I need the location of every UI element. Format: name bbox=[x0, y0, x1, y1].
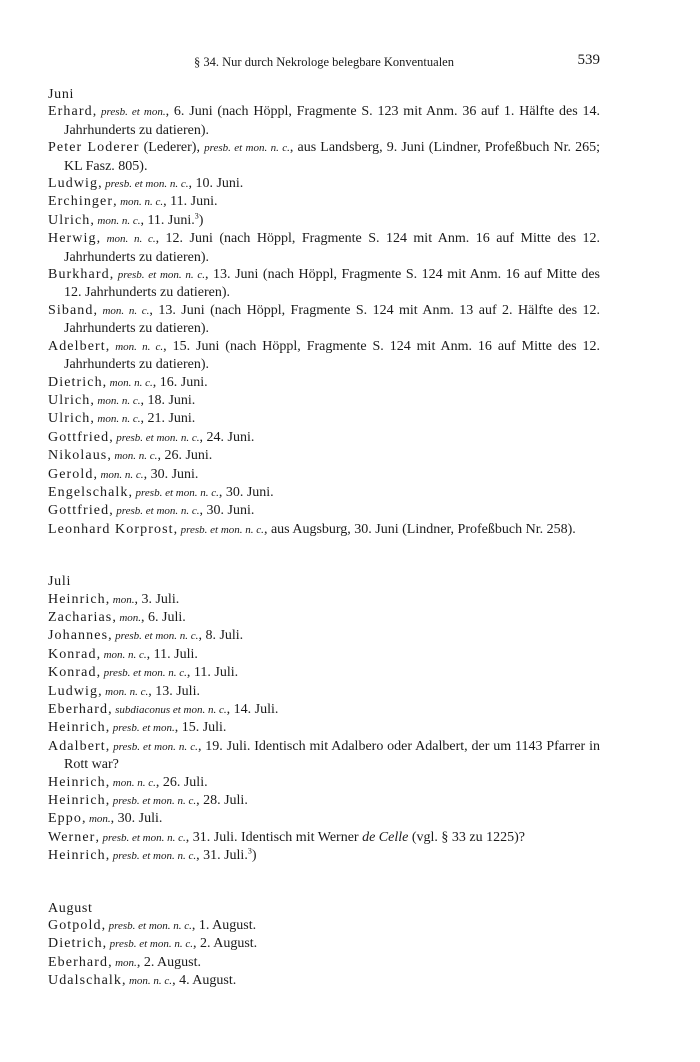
monk-name: Erhard bbox=[48, 104, 93, 120]
ordination-status: presb. et mon. n. c. bbox=[135, 486, 219, 499]
ordination-status: presb. et mon. n. c. bbox=[115, 630, 199, 643]
necrology-entry bbox=[48, 266, 600, 302]
monk-name: Ludwig bbox=[48, 176, 99, 192]
entry-text: , 31. Juli. bbox=[196, 848, 248, 864]
month-heading: August bbox=[48, 900, 93, 916]
entry-text: , bbox=[92, 104, 102, 120]
entry-text: , bbox=[105, 774, 113, 790]
entry-text: , bbox=[173, 521, 181, 537]
entry-text: , bbox=[93, 302, 103, 318]
entry-text: , bbox=[105, 848, 113, 864]
necrology-entry bbox=[48, 609, 600, 627]
entry-text: , bbox=[128, 484, 136, 500]
entry-text: , bbox=[96, 231, 107, 247]
monk-name: Burkhard bbox=[48, 267, 110, 283]
ordination-status: presb. et mon. bbox=[112, 722, 175, 735]
ordination-status: presb. et mon. n. c. bbox=[105, 178, 189, 191]
entry-text: , 2. August. bbox=[192, 936, 258, 952]
entry-text: , 2. August. bbox=[136, 954, 201, 970]
necrology-entry bbox=[48, 193, 600, 211]
ordination-status: mon. n. c. bbox=[102, 304, 150, 317]
monk-name: Erchinger bbox=[48, 194, 114, 210]
entry-text: , 13. Juni (nach Höppl, Fragmente S. 124 mit Anm. 13 auf 2. Hälfte des 12. Jahrhunderts zu datieren). bbox=[64, 302, 601, 337]
monk-name: Heinrich bbox=[48, 848, 106, 864]
entry-text: , bbox=[90, 392, 98, 408]
entry-text: , bbox=[102, 936, 110, 952]
entry-text: ) bbox=[198, 212, 204, 228]
running-head: § 34. Nur durch Nekrologe belegbare Konventualen bbox=[194, 55, 454, 69]
entry-text: , 11. Juni. bbox=[163, 194, 218, 210]
entry-text: , 3. Juli. bbox=[134, 591, 180, 607]
monk-name: Herwig bbox=[48, 231, 97, 247]
monk-name: Werner bbox=[48, 829, 96, 845]
monk-name: Gottfried bbox=[48, 503, 110, 519]
ordination-status: mon. n. c. bbox=[105, 685, 149, 698]
entry-text: , bbox=[90, 212, 98, 228]
entry-text: , bbox=[108, 628, 116, 644]
entry-text: , bbox=[109, 429, 117, 445]
ordination-status: presb. et mon. n. c. bbox=[116, 431, 200, 444]
ordination-status: presb. et mon. n. c. bbox=[117, 269, 206, 282]
entry-text: , bbox=[109, 503, 117, 519]
necrology-entry bbox=[48, 103, 600, 139]
necrology-entry bbox=[48, 521, 600, 539]
entry-text: , 6. Juli. bbox=[141, 609, 186, 625]
necrology-entry bbox=[48, 429, 600, 447]
necrology-entry bbox=[48, 410, 600, 428]
entry-text: , 11. Juli. bbox=[146, 646, 198, 662]
ordination-status: mon. n. c. bbox=[97, 413, 141, 426]
entry-text: , bbox=[105, 591, 113, 607]
entry-text: , bbox=[105, 793, 113, 809]
ordination-status: mon. bbox=[115, 956, 137, 969]
entry-text: , 15. Juni (nach Höppl, Fragmente S. 124 mit Anm. 16 auf Mitte des 12. Jahrhunderts zu datieren). bbox=[64, 338, 601, 373]
monk-name: Heinrich bbox=[48, 720, 106, 736]
monk-name: Eberhard bbox=[48, 702, 109, 717]
entry-text: , 30. Juli. bbox=[110, 811, 163, 827]
entry-text: , bbox=[102, 374, 110, 390]
necrology-entry bbox=[48, 502, 600, 520]
necrology-list bbox=[48, 86, 600, 991]
monk-name: Zacharias bbox=[48, 609, 113, 625]
month-heading: Juni bbox=[48, 87, 75, 102]
monk-name: Eberhard bbox=[48, 954, 109, 970]
entry-text: , 18. Juni. bbox=[140, 392, 196, 408]
entry-text: , 4. August. bbox=[172, 973, 237, 989]
necrology-entry bbox=[48, 484, 600, 502]
monk-name: Heinrich bbox=[48, 793, 106, 809]
entry-text: , bbox=[101, 918, 109, 934]
entry-text: , bbox=[96, 665, 104, 681]
ordination-status: mon. n. c. bbox=[115, 340, 164, 353]
entry-text: , 1. August. bbox=[191, 918, 257, 934]
page-header bbox=[48, 52, 600, 72]
ordination-status: mon. n. c. bbox=[97, 214, 141, 227]
entry-text: , 13. Juli. bbox=[148, 683, 200, 699]
ordination-status: mon. n. c. bbox=[114, 450, 158, 463]
ordination-status: presb. et mon. n. c. bbox=[102, 831, 186, 844]
monk-name: Dietrich bbox=[48, 374, 103, 390]
entry-text: , 21. Juni. bbox=[140, 411, 196, 427]
ordination-status: mon. n. c. bbox=[106, 233, 156, 246]
footnote-marker: 3 bbox=[247, 846, 252, 856]
monk-name: Leonhard Korprost bbox=[48, 521, 174, 537]
entry-text: , bbox=[105, 338, 116, 354]
footnote-marker: 3 bbox=[194, 211, 199, 221]
monk-name: Ulrich bbox=[48, 411, 91, 427]
monk-name: Dietrich bbox=[48, 936, 103, 952]
entry-text: , 26. Juli. bbox=[155, 774, 208, 790]
ordination-status: mon. n. c. bbox=[103, 648, 147, 661]
entry-text: , bbox=[95, 829, 103, 845]
monk-name: Peter Loderer bbox=[48, 140, 140, 156]
entry-text: , bbox=[105, 738, 114, 754]
entry-text: , 11. Juni. bbox=[140, 212, 195, 228]
entry-text: , bbox=[98, 683, 106, 699]
necrology-entry bbox=[48, 302, 600, 338]
necrology-entry bbox=[48, 701, 600, 719]
necrology-entry bbox=[48, 212, 600, 230]
entry-text: , bbox=[121, 973, 129, 989]
ordination-status: mon. n. c. bbox=[128, 975, 173, 988]
monk-name: Johannes bbox=[48, 628, 109, 644]
necrology-entry bbox=[48, 646, 600, 664]
necrology-entry bbox=[48, 810, 600, 828]
entry-text: , 12. Juni (nach Höppl, Fragmente S. 124 mit Anm. 16 auf Mitte des 12. Jahrhunderts zu datieren). bbox=[64, 231, 600, 265]
ordination-status: mon. n. c. bbox=[109, 376, 153, 389]
necrology-entry bbox=[48, 627, 600, 645]
entry-text: , aus Landsberg, 9. Juni (Lindner, Profeßbuch Nr. 265; KL Fasz. 805). bbox=[64, 140, 601, 174]
entry-text: , 28. Juli. bbox=[196, 793, 248, 809]
necrology-entry bbox=[48, 374, 600, 392]
monk-name: Adalbert bbox=[48, 738, 106, 754]
necrology-entry bbox=[48, 447, 600, 465]
ordination-status: mon. n. c. bbox=[100, 468, 144, 481]
necrology-entry bbox=[48, 738, 600, 774]
ordination-status: subdiaconus et mon. n. c. bbox=[115, 704, 227, 716]
necrology-entry bbox=[48, 683, 600, 701]
entry-text: , bbox=[108, 954, 116, 970]
entry-text: , 26. Juni. bbox=[157, 448, 213, 464]
necrology-entry bbox=[48, 392, 600, 410]
ordination-status: mon. bbox=[112, 593, 135, 606]
monk-name: Eppo bbox=[48, 811, 82, 827]
ordination-status: presb. et mon. n. c. bbox=[112, 795, 197, 808]
ordination-status: mon. bbox=[88, 813, 111, 826]
entry-text: , bbox=[112, 609, 120, 625]
monk-name: Ulrich bbox=[48, 392, 91, 408]
monk-name: Nikolaus bbox=[48, 448, 108, 464]
ordination-status: presb. et mon. n. c. bbox=[204, 142, 290, 155]
italic-text: de Celle bbox=[362, 829, 409, 845]
monk-name: Heinrich bbox=[48, 591, 106, 607]
entry-text: , 31. Juli. Identisch mit Werner bbox=[185, 829, 363, 845]
ordination-status: mon. n. c. bbox=[112, 776, 156, 789]
entry-text: (Lederer), bbox=[139, 140, 205, 156]
entry-text: , 6. Juni (nach Höppl, Fragmente S. 123 mit Anm. 36 auf 1. Hälfte des 14. Jahrhunderts zu datieren). bbox=[64, 104, 601, 138]
ordination-status: presb. et mon. n. c. bbox=[113, 740, 198, 753]
monk-name: Gottfried bbox=[48, 429, 110, 445]
ordination-status: presb. et mon. bbox=[101, 106, 166, 119]
necrology-entry bbox=[48, 774, 600, 792]
ordination-status: presb. et mon. n. c. bbox=[116, 505, 200, 518]
entry-text: , aus Augsburg, 30. Juni (Lindner, Profeßbuch Nr. 258). bbox=[263, 521, 576, 537]
ordination-status: mon. bbox=[119, 611, 142, 624]
entry-text: , bbox=[108, 702, 116, 717]
monk-name: Konrad bbox=[48, 665, 97, 681]
ordination-status: presb. et mon. n. c. bbox=[180, 523, 264, 536]
monk-name: Ludwig bbox=[48, 683, 99, 699]
monk-name: Engelschalk bbox=[48, 484, 129, 500]
necrology-entry bbox=[48, 847, 600, 865]
necrology-entry bbox=[48, 792, 600, 810]
entry-text: , bbox=[93, 466, 101, 482]
ordination-status: presb. et mon. n. c. bbox=[112, 850, 197, 863]
entry-text: , 16. Juni. bbox=[152, 374, 208, 390]
entry-text: (vgl. § 33 zu 1225)? bbox=[408, 829, 525, 845]
monk-name: Siband bbox=[48, 302, 94, 318]
necrology-entry bbox=[48, 829, 600, 847]
entry-text: , 30. Juni. bbox=[199, 503, 255, 519]
entry-text: , bbox=[113, 194, 121, 210]
ordination-status: presb. et mon. n. c. bbox=[109, 938, 193, 951]
necrology-entry bbox=[48, 917, 600, 935]
necrology-entry bbox=[48, 175, 600, 193]
ordination-status: mon. n. c. bbox=[120, 196, 164, 209]
section-spacer bbox=[48, 539, 600, 573]
necrology-entry bbox=[48, 935, 600, 953]
ordination-status: mon. n. c. bbox=[97, 394, 141, 407]
entry-text: , bbox=[90, 411, 98, 427]
necrology-entry bbox=[48, 139, 600, 175]
section-spacer bbox=[48, 866, 600, 900]
entry-text: , 14. Juli. bbox=[226, 702, 279, 717]
entry-text: ) bbox=[251, 848, 257, 864]
ordination-status: presb. et mon. n. c. bbox=[103, 667, 187, 680]
entry-text: , 8. Juli. bbox=[198, 628, 244, 644]
entry-text: , 19. Juli. Identisch mit Adalbero oder Adalbert, der um 1143 Pfarrer in Rott war? bbox=[64, 738, 600, 773]
entry-text: , bbox=[107, 448, 115, 464]
monk-name: Heinrich bbox=[48, 774, 106, 790]
entry-text: , bbox=[98, 176, 106, 192]
necrology-entry bbox=[48, 972, 600, 990]
entry-text: , bbox=[96, 646, 104, 662]
necrology-entry bbox=[48, 954, 600, 972]
necrology-entry bbox=[48, 591, 600, 609]
necrology-entry bbox=[48, 230, 600, 266]
entry-text: , bbox=[105, 720, 113, 736]
entry-text: , 11. Juli. bbox=[186, 665, 239, 681]
necrology-entry bbox=[48, 338, 600, 374]
monk-name: Gotpold bbox=[48, 918, 102, 934]
entry-text: , bbox=[81, 811, 89, 827]
monk-name: Adelbert bbox=[48, 338, 106, 354]
monk-name: Ulrich bbox=[48, 212, 91, 228]
necrology-entry bbox=[48, 664, 600, 682]
ordination-status: presb. et mon. n. c. bbox=[108, 920, 192, 933]
entry-text: , 13. Juni (nach Höppl, Fragmente S. 124 mit Anm. 16 auf Mitte des 12. Jahrhunderts zu datieren). bbox=[64, 267, 600, 301]
entry-text: , 24. Juni. bbox=[199, 429, 255, 445]
entry-text: , 15. Juli. bbox=[174, 720, 227, 736]
entry-text: , 10. Juni. bbox=[188, 176, 244, 192]
entry-text: , 30. Juni. bbox=[218, 484, 274, 500]
month-heading: Juli bbox=[48, 574, 72, 590]
necrology-entry bbox=[48, 719, 600, 737]
monk-name: Konrad bbox=[48, 646, 97, 662]
entry-text: , 30. Juni. bbox=[143, 466, 199, 482]
monk-name: Gerold bbox=[48, 466, 94, 482]
page-number: 539 bbox=[577, 52, 600, 68]
entry-text: , bbox=[109, 267, 118, 283]
monk-name: Udalschalk bbox=[48, 973, 122, 989]
necrology-entry bbox=[48, 466, 600, 484]
